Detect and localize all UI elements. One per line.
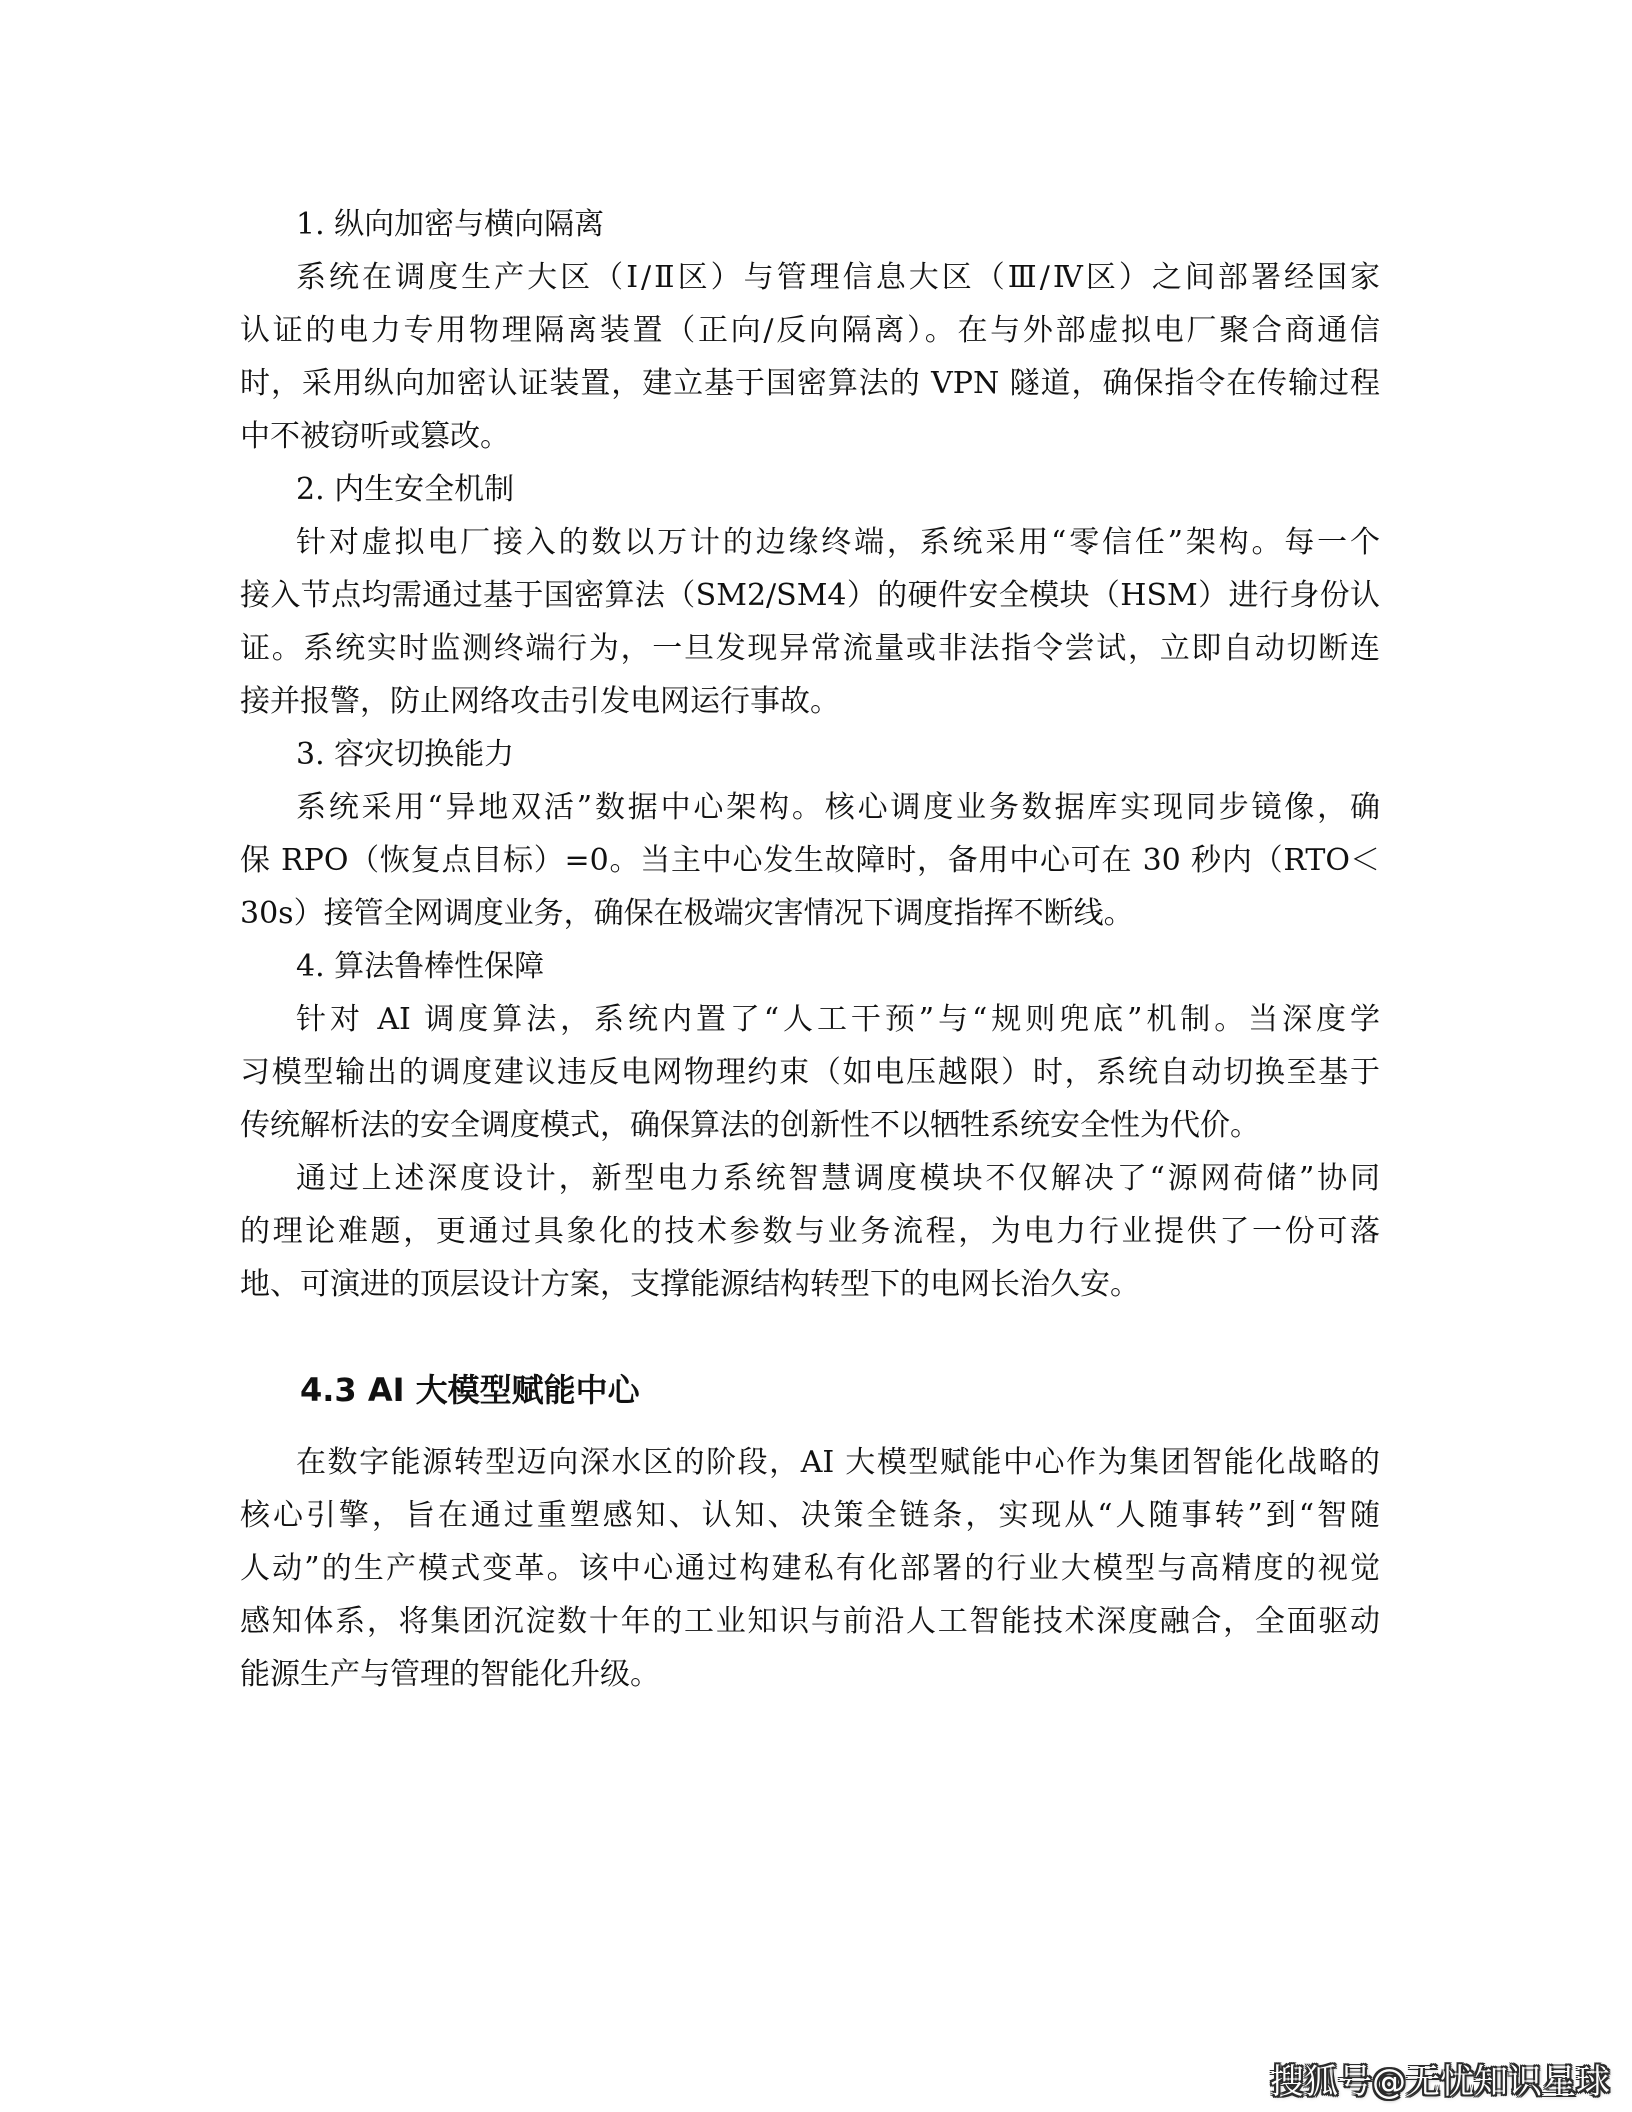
item-heading-3: 3. 容灾切换能力 [296, 737, 515, 772]
paragraph-line: 30s）接管全网调度业务，确保在极端灾害情况下调度指挥不断线。 [240, 896, 1134, 931]
paragraph-line: 针对虚拟电厂接入的数以万计的边缘终端，系统采用“零信任”架构。每一个 [296, 525, 1380, 560]
paragraph-line: 习模型输出的调度建议违反电网物理约束（如电压越限）时，系统自动切换至基于 [240, 1055, 1380, 1090]
summary-line: 通过上述深度设计，新型电力系统智慧调度模块不仅解决了“源网荷储”协同 [296, 1161, 1380, 1196]
paragraph-line: 证。系统实时监测终端行为，一旦发现异常流量或非法指令尝试，立即自动切断连 [240, 631, 1380, 666]
paragraph-line: 感知体系，将集团沉淀数十年的工业知识与前沿人工智能技术深度融合，全面驱动 [240, 1604, 1380, 1639]
ai-center-section-body [240, 1436, 1380, 1701]
item-heading-1: 1. 纵向加密与横向隔离 [296, 207, 605, 242]
paragraph-line: 能源生产与管理的智能化升级。 [240, 1657, 660, 1692]
item-heading-2: 2. 内生安全机制 [296, 472, 515, 507]
paragraph-line: 人动”的生产模式变革。该中心通过构建私有化部署的行业大模型与高精度的视觉 [240, 1551, 1380, 1586]
paragraph-line: 系统采用“异地双活”数据中心架构。核心调度业务数据库实现同步镜像，确 [296, 790, 1380, 825]
summary-line: 的理论难题，更通过具象化的技术参数与业务流程，为电力行业提供了一份可落 [240, 1214, 1380, 1249]
source-watermark: 搜狐号@无忧知识星球 [1270, 2062, 1610, 2102]
paragraph-line: 认证的电力专用物理隔离装置（正向/反向隔离）。在与外部虚拟电厂聚合商通信 [240, 313, 1380, 348]
paragraph-line: 核心引擎，旨在通过重塑感知、认知、决策全链条，实现从“人随事转”到“智随 [240, 1498, 1380, 1533]
item-heading-4: 4. 算法鲁棒性保障 [296, 949, 545, 984]
section-heading: 4.3 AI 大模型赋能中心 [300, 1371, 640, 1409]
paragraph-line: 接并报警，防止网络攻击引发电网运行事故。 [240, 684, 840, 719]
paragraph-line: 针对 AI 调度算法，系统内置了“人工干预”与“规则兜底”机制。当深度学 [296, 1002, 1380, 1037]
paragraph-line: 系统在调度生产大区（Ⅰ/Ⅱ区）与管理信息大区（Ⅲ/Ⅳ区）之间部署经国家 [296, 260, 1380, 295]
paragraph-line: 在数字能源转型迈向深水区的阶段，AI 大模型赋能中心作为集团智能化战略的 [296, 1445, 1380, 1480]
paragraph-line: 接入节点均需通过基于国密算法（SM2/SM4）的硬件安全模块（HSM）进行身份认 [240, 578, 1380, 613]
paragraph-line: 保 RPO（恢复点目标）=0。当主中心发生故障时，备用中心可在 30 秒内（RTO＜ [240, 843, 1380, 878]
paragraph-line: 传统解析法的安全调度模式，确保算法的创新性不以牺牲系统安全性为代价。 [240, 1108, 1260, 1143]
paragraph-line: 时，采用纵向加密认证装置，建立基于国密算法的 VPN 隧道，确保指令在传输过程 [240, 366, 1380, 401]
security-section-body [240, 198, 1380, 1311]
summary-line: 地、可演进的顶层设计方案，支撑能源结构转型下的电网长治久安。 [240, 1267, 1140, 1302]
paragraph-line: 中不被窃听或篡改。 [240, 419, 510, 454]
